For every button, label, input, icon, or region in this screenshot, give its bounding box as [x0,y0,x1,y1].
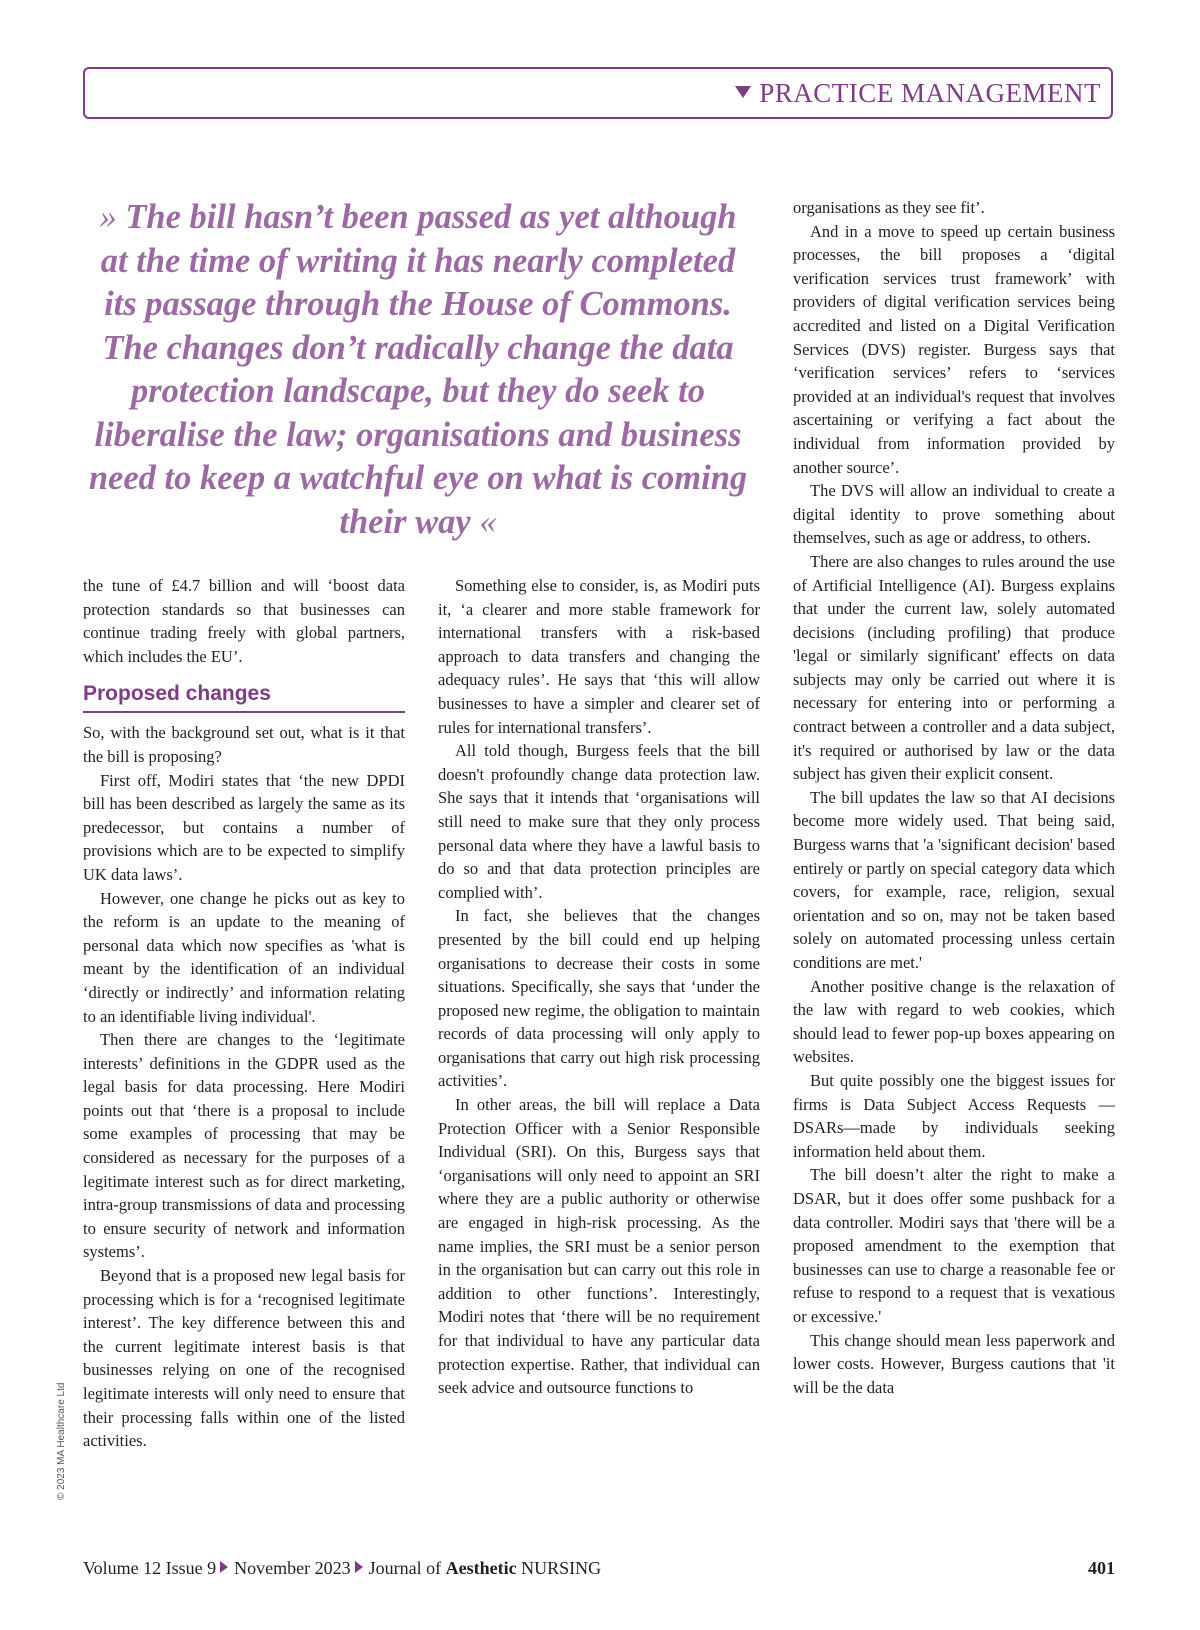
paragraph: The bill doesn’t alter the right to make a DSAR, but it does offer some pushback for a data controller. Modiri says that 'there will be a proposed amendment to the exemption that businesses can use to charge a reasonable fee or refuse to respond to a request that is vexatious or excessive.' [793,1165,1115,1326]
section-label [735,78,1101,108]
triangle-down-icon [735,86,751,98]
paragraph: The DVS will allow an individual to create a digital identity to prove something about themselves, such as age or address, to others. [793,481,1115,548]
pull-quote-text: The bill hasn’t been passed as yet although at the time of writing it has nearly completed its passage through the House of Commons. The changes don’t radically change the data protection landscape, but they do seek to liberalise the law; organisations and business need to keep a watchful eye on what is coming their way [88,198,748,541]
footer-journal-suffix: NURSING [521,1558,602,1578]
paragraph: First off, Modiri states that ‘the new DPDI bill has been described as largely the same as its predecessor, but contains a number of provisions which are to be expected to simplify UK data laws’. [83,770,405,884]
footer-citation [83,1555,601,1581]
article-column-3 [793,196,1115,1399]
article-column-2 [438,574,760,1400]
copyright-notice: © 2023 MA Healthcare Ltd [56,1382,67,1500]
triangle-right-icon [355,1561,363,1573]
footer-journal-bold: Aesthetic [445,1558,517,1578]
paragraph: In fact, she believes that the changes presented by the bill could end up helping organisations to decrease their costs in some situations. Specifically, she says that ‘under the proposed new regime, the obligation to maintain records of data processing will only apply to organisations that carry out high risk processing activities’. [438,906,760,1091]
paragraph: Another positive change is the relaxation of the law with regard to web cookies, which should lead to fewer pop-up boxes appearing on websites. [793,976,1115,1067]
section-label-text: PRACTICE MANAGEMENT [759,78,1101,108]
footer-journal-prefix: Journal of [368,1558,442,1578]
paragraph: All told though, Burgess feels that the bill doesn't profoundly change data protection law. She says that it intends that ‘organisations will still need to make sure that they only process personal data where they have a lawful basis to do so and that data protection principles are complied with’. [438,741,760,902]
article-column-1 [83,574,405,1453]
paragraph: Something else to consider, is, as Modiri puts it, ‘a clearer and more stable framework for international transfers with a risk-based approach to data transfers and changing the adequacy rules’. He says that ‘this will allow businesses to have a simpler and clearer set of rules for international transfers’. [438,576,760,737]
footer-volume: Volume 12 Issue 9 [83,1558,217,1578]
paragraph: Beyond that is a proposed new legal basis for processing which is for a ‘recognised legitimate interest’. The key difference between this and the current legitimate interest basis is that businesses relying on one of the recognised legitimate interests will only need to ensure that their processing falls within one of the listed activities. [83,1266,405,1451]
paragraph: The bill updates the law so that AI decisions become more widely used. That being said, Burgess warns that 'a 'significant decision' based entirely or partly on special category data which covers, for example, race, religion, sexual orientation and so on, may not be taken based solely on automated processing unless certain conditions are met.' [793,787,1115,972]
paragraph: the tune of £4.7 billion and will ‘boost data protection standards so that businesses can continue trading freely with global partners, which includes the EU’. [83,576,405,666]
paragraph: So, with the background set out, what is it that the bill is proposing? [83,723,405,766]
paragraph: But quite possibly one the biggest issues for firms is Data Subject Access Requests —DSARs—made by individuals seeking information held about them. [793,1070,1115,1161]
footer-date: November 2023 [234,1558,351,1578]
section-header-box [83,67,1113,119]
paragraph: Then there are changes to the ‘legitimate interests’ definitions in the GDPR used as the legal basis for data processing. Here Modiri points out that ‘there is a proposal to include some examples of processing that may be considered as necessary for the purposes of a legitimate interest such as for direct marketing, intra-group transmissions of data and processing to ensure security of network and information systems’. [83,1030,405,1262]
paragraph: And in a move to speed up certain business processes, the bill proposes a ‘digital verification services trust framework’ with providers of digital verification services being accredited and listed on a Digital Verification Services (DVS) register. Burgess says that ‘verification services’ refers to ‘services provided at an individual's request that involves ascertaining or verifying a fact about the individual from information provided by another source’. [793,221,1115,477]
quote-open-mark: » [99,198,117,236]
paragraph: This change should mean less paperwork and lower costs. However, Burgess cautions that 'it will be the data [793,1330,1115,1397]
triangle-right-icon [220,1561,228,1573]
paragraph: organisations as they see fit’. [793,198,985,217]
paragraph: However, one change he picks out as key to the reform is an update to the meaning of personal data which now specifies as 'what is meant by the identification of an individual ‘directly or indirectly’ and information relating to an identifiable living individual'. [83,888,405,1026]
quote-close-mark: « [479,502,497,541]
subheading-proposed-changes: Proposed changes [83,681,405,713]
page-footer [83,1555,1115,1581]
paragraph: In other areas, the bill will replace a Data Protection Officer with a Senior Responsible Individual (SRI). On this, Burgess says that ‘organisations will only need to appoint an SRI where they are a public authority or otherwise are engaged in high-risk processing. As the name implies, the SRI must be a senior person in the organisation but can carry out this role in addition to other functions’. Interestingly, Modiri notes that ‘there will be no requirement for that individual to have any particular data protection expertise. Rather, that individual can seek advice and outsource functions to [438,1095,760,1398]
page-number: 401 [1088,1558,1115,1578]
paragraph: There are also changes to rules around the use of Artificial Intelligence (AI). Burgess explains that under the current law, solely automated decisions (including profiling) that produce 'legal or similarly significant' effects on data subjects may only be carried out where it is necessary for entering into or performing a contract between a controller and a data subject, it's required or authorised by law or the data subject has given their explicit consent. [793,551,1115,784]
pull-quote [83,196,753,544]
